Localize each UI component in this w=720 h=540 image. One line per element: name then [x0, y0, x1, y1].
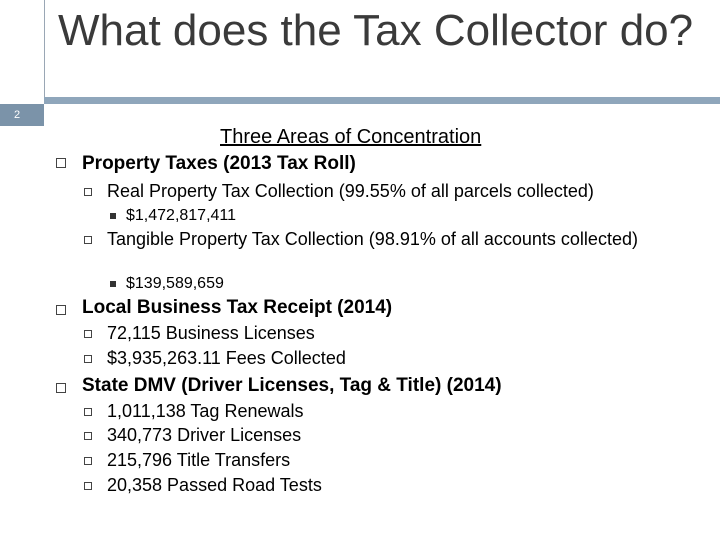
section-bullet-icon	[56, 305, 66, 315]
item-fees-collected: $3,935,263.11 Fees Collected	[107, 348, 346, 368]
item-bullet-icon	[84, 482, 92, 490]
item-title-transfers: 215,796 Title Transfers	[107, 450, 291, 470]
slide-title: What does the Tax Collector do?	[58, 6, 694, 55]
item-road-tests: 20,358 Passed Road Tests	[107, 475, 322, 495]
item-bullet-icon	[84, 236, 92, 244]
detail-tangible-property-amount: $139,589,659	[126, 275, 224, 292]
item-bullet-icon	[84, 408, 92, 416]
slide-number: 2	[0, 104, 44, 126]
subtitle: Three Areas of Concentration	[220, 126, 482, 148]
item-driver-licenses: 340,773 Driver Licenses	[107, 425, 302, 445]
section-heading-business-tax: Local Business Tax Receipt (2014)	[82, 297, 393, 318]
section-bullet-icon	[56, 158, 66, 168]
section-heading-dmv: State DMV (Driver Licenses, Tag & Title) (2014)	[82, 375, 502, 396]
item-bullet-icon	[84, 188, 92, 196]
item-business-licenses: 72,115 Business Licenses	[107, 323, 315, 343]
detail-bullet-icon	[110, 281, 116, 287]
item-tangible-property: Tangible Property Tax Collection (98.91% of all accounts collected)	[107, 229, 638, 249]
detail-real-property-amount: $1,472,817,411	[126, 207, 237, 224]
item-real-property: Real Property Tax Collection (99.55% of all parcels collected)	[107, 181, 594, 201]
section-bullet-icon	[56, 383, 66, 393]
detail-bullet-icon	[110, 213, 116, 219]
section-heading-property-taxes: Property Taxes (2013 Tax Roll)	[82, 153, 356, 174]
item-tag-renewals: 1,011,138 Tag Renewals	[107, 401, 304, 421]
item-bullet-icon	[84, 457, 92, 465]
title-divider	[44, 97, 720, 104]
left-accent-bar	[0, 0, 45, 97]
item-bullet-icon	[84, 330, 92, 338]
item-bullet-icon	[84, 432, 92, 440]
item-bullet-icon	[84, 355, 92, 363]
